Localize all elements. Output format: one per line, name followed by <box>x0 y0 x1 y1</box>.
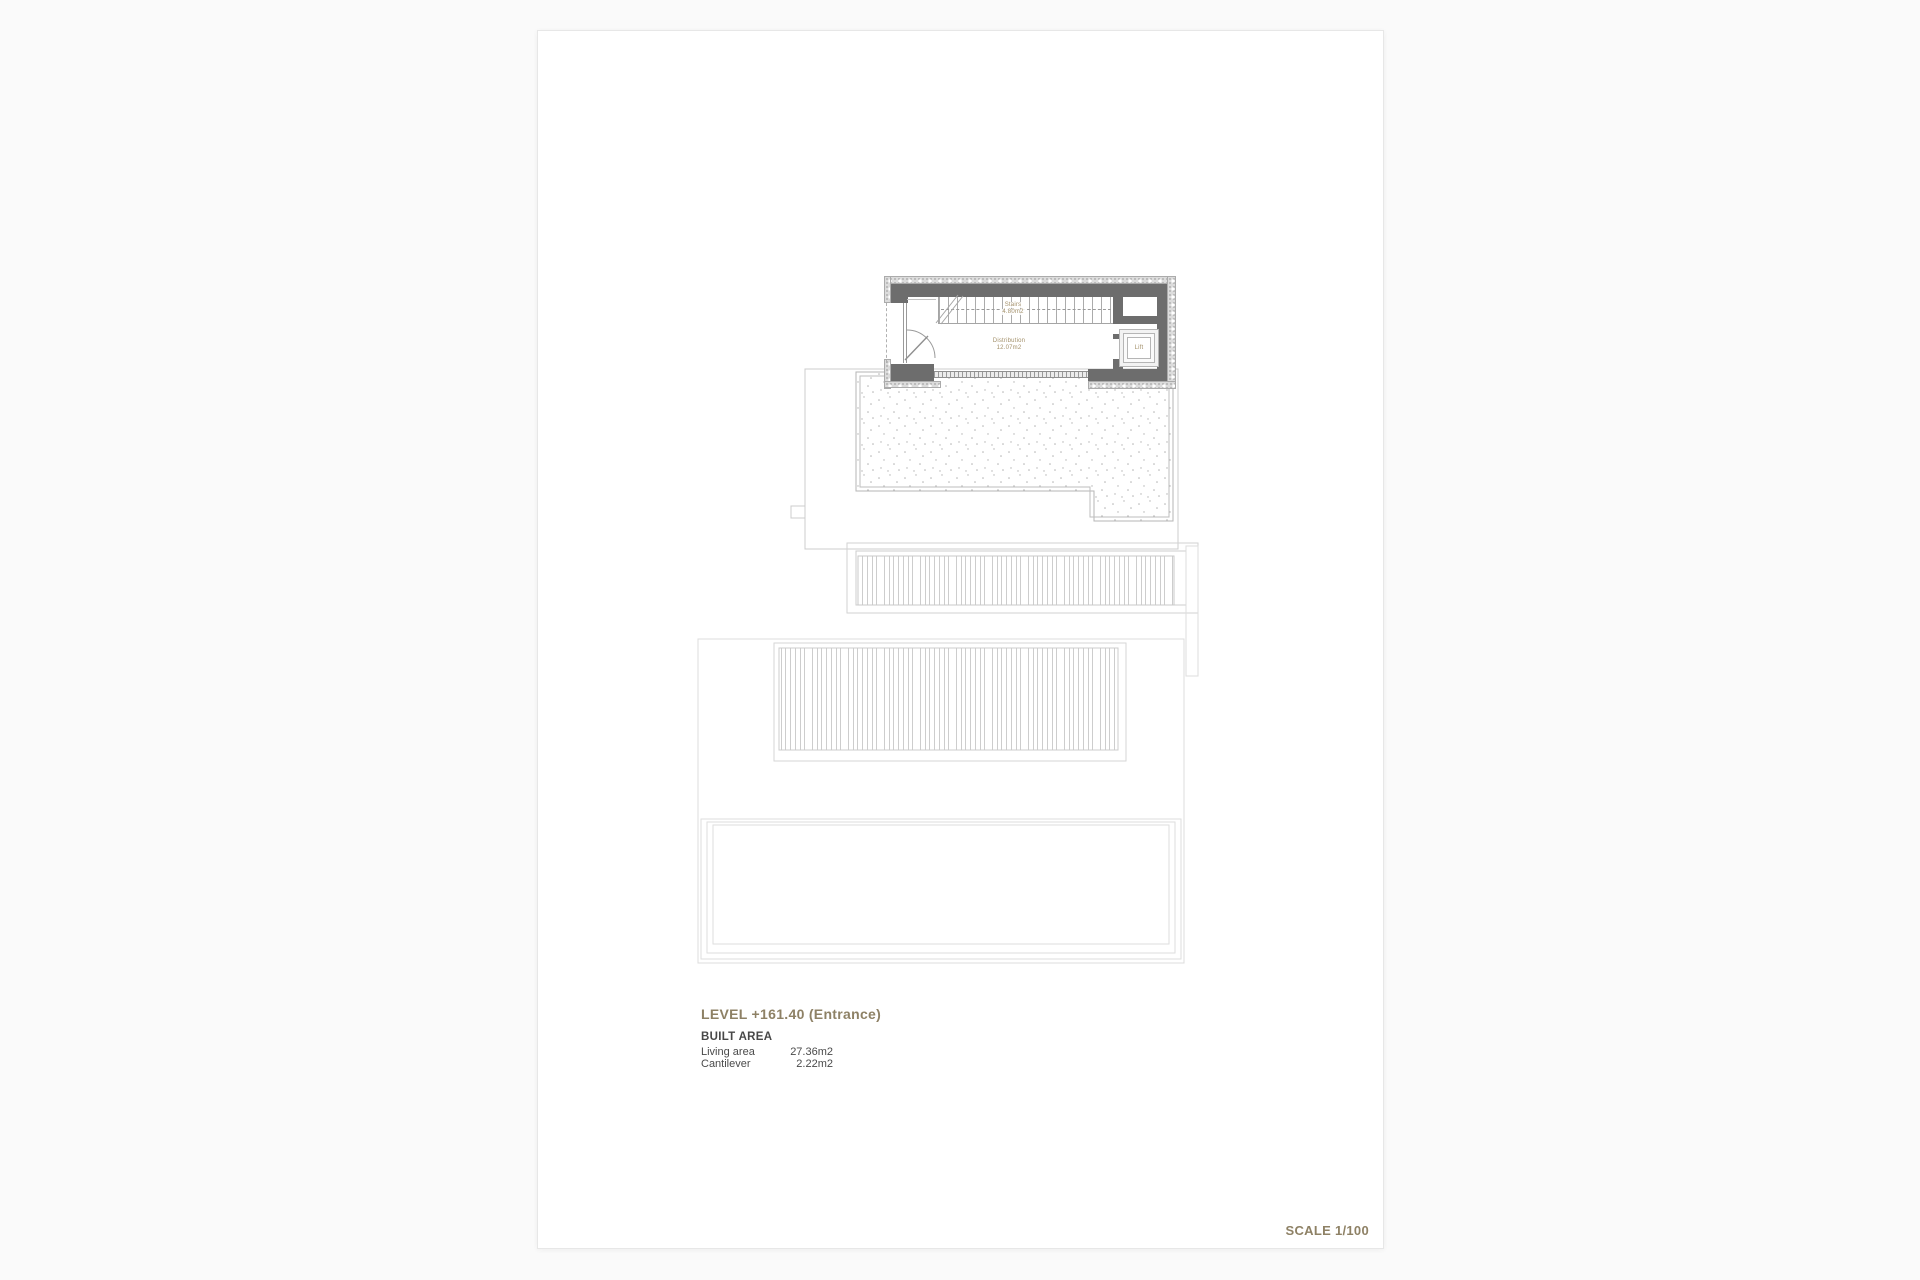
deck1-slats <box>858 556 1174 605</box>
deck2-slats <box>779 648 1118 750</box>
table-row <box>701 1059 833 1071</box>
wall-internal-horizontal <box>1113 316 1157 324</box>
pool-edge-outer <box>701 819 1181 959</box>
wall-finish-band-right <box>1167 276 1176 389</box>
lift-name: Lift <box>1134 345 1144 351</box>
stairs-area: 4.80m2 <box>1002 309 1024 315</box>
overhang-dashed-line <box>886 303 887 363</box>
distribution-area: 12.07m2 <box>996 345 1022 351</box>
distribution-name: Distribution <box>992 338 1026 344</box>
area-row-label: Cantilever <box>701 1057 751 1070</box>
site-outlines-layer <box>538 31 1383 1248</box>
wall-top-left-return <box>891 284 908 303</box>
landing-edge-line <box>907 299 936 300</box>
wall-top <box>891 284 1166 297</box>
window-left <box>903 303 907 363</box>
stairs-name: Stairs <box>1004 302 1022 308</box>
lift-label <box>1119 345 1159 352</box>
level-title: LEVEL +161.40 (Entrance) <box>701 1006 882 1022</box>
stairs-label <box>963 302 1063 316</box>
area-row-label: Living area <box>701 1046 755 1058</box>
area-row-value: 27.36m2 <box>790 1046 833 1058</box>
wall-finish-band-bottom-right <box>1088 381 1176 389</box>
distribution-label <box>959 338 1059 352</box>
terrace-paving <box>856 372 1173 521</box>
area-row-value: 2.22m2 <box>796 1057 833 1070</box>
table-row <box>701 1047 833 1059</box>
drawing-sheet <box>537 30 1384 1249</box>
scale-label: SCALE 1/100 <box>1285 1223 1369 1238</box>
wall-bottom-right <box>1088 369 1167 381</box>
wall-pier-bottom-left <box>891 364 934 381</box>
pool-edge-inner <box>713 825 1169 944</box>
terrace-left-step-outline <box>791 506 805 518</box>
wall-finish-band-top-left <box>884 276 891 303</box>
built-area-table <box>701 1031 833 1070</box>
window-strip-bottom <box>934 371 1088 378</box>
deck1-right-step <box>1186 546 1198 676</box>
wall-finish-band-top <box>884 276 1176 284</box>
wall-finish-band-pier-bottom <box>884 381 941 388</box>
built-area-heading: BUILT AREA <box>701 1031 773 1043</box>
pool-edge-middle <box>707 822 1175 953</box>
